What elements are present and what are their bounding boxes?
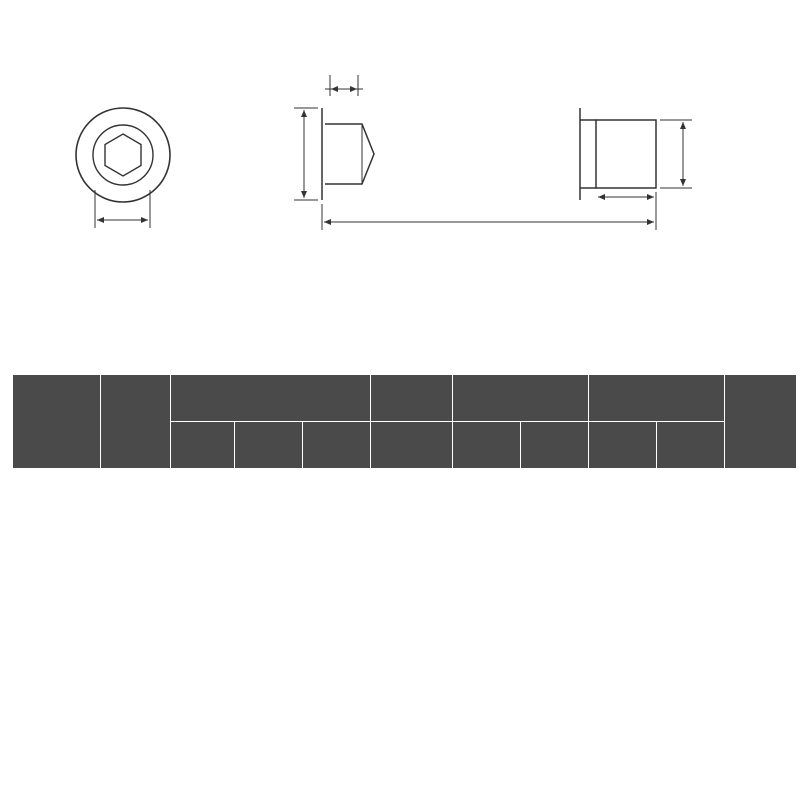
subheader-t-min	[371, 422, 453, 469]
header-t	[371, 375, 453, 422]
end-view	[76, 108, 170, 228]
side-view	[294, 75, 692, 230]
subheader-s-max	[235, 422, 303, 469]
header-matching-wrench	[725, 375, 797, 469]
dimension-arrowheads	[301, 86, 686, 225]
header-z	[589, 375, 725, 422]
header-dp	[453, 375, 589, 422]
header-nominal-dia	[13, 375, 101, 469]
header-s	[171, 375, 371, 422]
set-screw-drawing	[0, 0, 800, 330]
subheader-z-min	[657, 422, 725, 469]
spec-table	[12, 374, 797, 469]
subheader-dp-max	[453, 422, 521, 469]
header-thread-pitch	[101, 375, 171, 469]
end-view-outer-circle	[76, 108, 170, 202]
subheader-dp-min	[521, 422, 589, 469]
subheader-s-nominal	[171, 422, 235, 469]
subheader-s-min	[303, 422, 371, 469]
subheader-z-max	[589, 422, 657, 469]
hex-socket-shape	[105, 134, 141, 176]
